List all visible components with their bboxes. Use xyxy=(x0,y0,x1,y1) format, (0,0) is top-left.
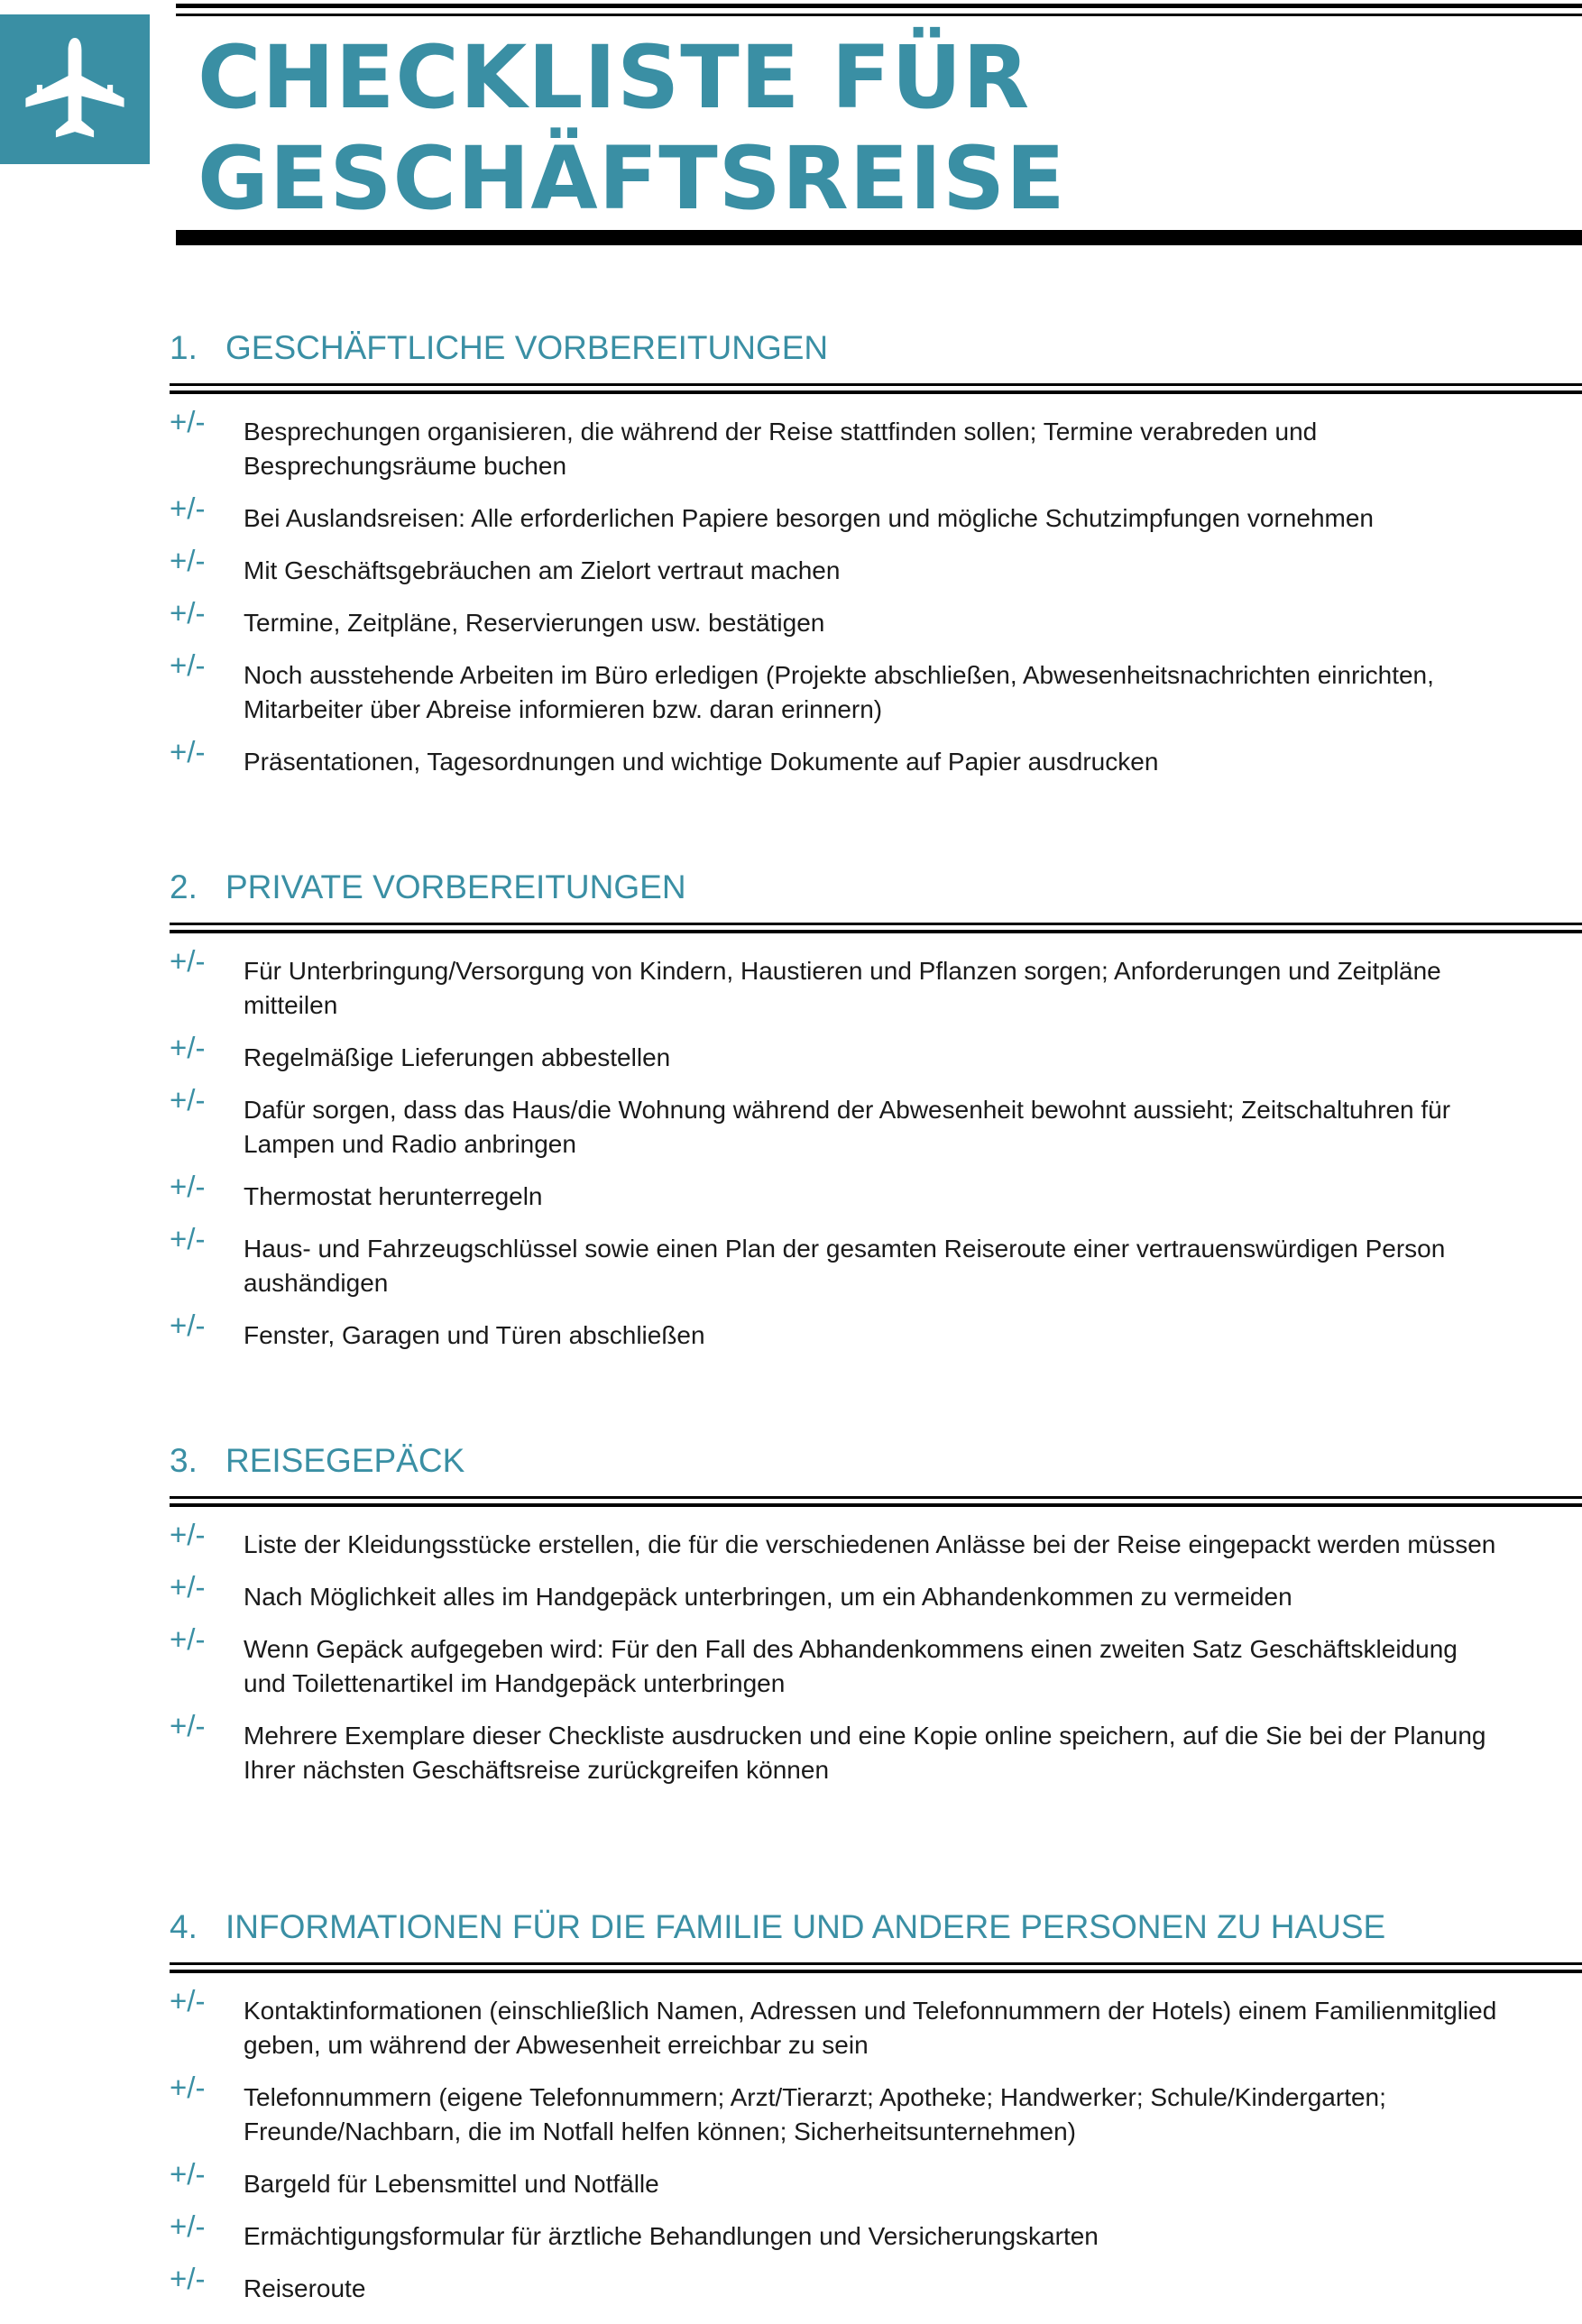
section-rule xyxy=(170,1962,1582,1973)
checklist-item xyxy=(170,1570,1582,1614)
checklist-item xyxy=(170,1031,1582,1075)
plus-minus-marker: +/- xyxy=(170,1222,206,1255)
checklist-item-text: Mit Geschäftsgebräuchen am Zielort vertraut machen xyxy=(244,556,841,584)
section-private-preparations xyxy=(170,866,1582,1371)
checklist-item xyxy=(170,2071,1582,2149)
checklist-item xyxy=(170,1984,1582,2062)
checklist-item xyxy=(170,491,1582,536)
checklist-item xyxy=(170,944,1582,1023)
section-heading xyxy=(170,326,1582,370)
checklist-item xyxy=(170,1709,1582,1787)
plus-minus-marker: +/- xyxy=(170,1984,206,2017)
plus-minus-marker: +/- xyxy=(170,2071,206,2104)
section-rule xyxy=(170,383,1582,394)
checklist-item xyxy=(170,544,1582,588)
section-family-information xyxy=(170,1906,1582,2324)
checklist-item xyxy=(170,648,1582,727)
checklist-item-text: Reiseroute xyxy=(244,2274,366,2302)
checklist-item xyxy=(170,596,1582,640)
checklist xyxy=(170,1518,1582,1787)
section-rule xyxy=(170,1496,1582,1507)
checklist-item xyxy=(170,1518,1582,1562)
checklist-item xyxy=(170,1622,1582,1701)
section-heading xyxy=(170,1906,1582,1949)
plus-minus-marker: +/- xyxy=(170,2209,206,2243)
checklist-item xyxy=(170,2209,1582,2254)
plus-minus-marker: +/- xyxy=(170,2262,206,2295)
section-number: 1. xyxy=(170,329,198,366)
checklist xyxy=(170,1984,1582,2306)
plus-minus-marker: +/- xyxy=(170,1622,206,1656)
checklist xyxy=(170,944,1582,1353)
checklist-item-text: Haus- und Fahrzeugschlüssel sowie einen Plan der gesamten Reiseroute einer vertrauenswürdigen Person aushändigen xyxy=(244,1235,1446,1297)
checklist-item xyxy=(170,2157,1582,2201)
plus-minus-marker: +/- xyxy=(170,544,206,577)
section-title: GESCHÄFTLICHE VORBEREITUNGEN xyxy=(225,329,829,366)
checklist-item-text: Wenn Gepäck aufgegeben wird: Für den Fall des Abhandenkommens einen zweiten Satz Geschäftskleidung und Toilettenartikel im Handgepäck unterbringen xyxy=(244,1635,1458,1697)
checklist-item xyxy=(170,1083,1582,1162)
plus-minus-marker: +/- xyxy=(170,1083,206,1116)
section-business-preparations xyxy=(170,326,1582,797)
checklist-item xyxy=(170,1309,1582,1353)
checklist-item-text: Für Unterbringung/Versorgung von Kindern, Haustieren und Pflanzen sorgen; Anforderungen und Zeitpläne mitteilen xyxy=(244,957,1441,1019)
plus-minus-marker: +/- xyxy=(170,1309,206,1342)
checklist-item-text: Termine, Zeitpläne, Reservierungen usw. bestätigen xyxy=(244,609,825,637)
title-rule-bottom xyxy=(176,230,1582,245)
section-title: INFORMATIONEN FÜR DIE FAMILIE UND ANDERE PERSONEN ZU HAUSE xyxy=(225,1908,1386,1945)
section-title: REISEGEPÄCK xyxy=(225,1442,465,1479)
section-heading xyxy=(170,866,1582,909)
checklist-item xyxy=(170,735,1582,779)
page-title xyxy=(198,27,1066,229)
section-number: 3. xyxy=(170,1442,198,1479)
logo-box xyxy=(0,14,150,164)
section-title: PRIVATE VORBEREITUNGEN xyxy=(225,868,686,905)
plus-minus-marker: +/- xyxy=(170,944,206,978)
plus-minus-marker: +/- xyxy=(170,1570,206,1603)
checklist-item-text: Telefonnummern (eigene Telefonnummern; Arzt/Tierarzt; Apotheke; Handwerker; Schule/Kindergarten; Freunde/Nachbarn, die im Notfall helfen können; Sicherheitsunternehmen) xyxy=(244,2083,1386,2145)
checklist-item xyxy=(170,405,1582,483)
checklist-item-text: Besprechungen organisieren, die während der Reise stattfinden sollen; Termine verabreden und Besprechungsräume buchen xyxy=(244,418,1318,480)
plus-minus-marker: +/- xyxy=(170,2157,206,2191)
section-luggage xyxy=(170,1439,1582,1805)
title-rule-top xyxy=(176,4,1582,16)
airplane-icon xyxy=(19,33,131,145)
plus-minus-marker: +/- xyxy=(170,1031,206,1064)
checklist-item-text: Regelmäßige Lieferungen abbestellen xyxy=(244,1043,671,1071)
plus-minus-marker: +/- xyxy=(170,596,206,629)
checklist-item-text: Bei Auslandsreisen: Alle erforderlichen Papiere besorgen und mögliche Schutzimpfungen vornehmen xyxy=(244,504,1374,532)
page-title-line-1: CHECKLISTE FÜR xyxy=(198,27,1031,128)
plus-minus-marker: +/- xyxy=(170,735,206,768)
checklist-item-text: Bargeld für Lebensmittel und Notfälle xyxy=(244,2170,659,2198)
checklist-item-text: Kontaktinformationen (einschließlich Namen, Adressen und Telefonnummern der Hotels) einem Familienmitglied geben, um während der Abwesenheit erreichbar zu sein xyxy=(244,1997,1497,2059)
plus-minus-marker: +/- xyxy=(170,1170,206,1203)
section-number: 2. xyxy=(170,868,198,905)
checklist-item-text: Ermächtigungsformular für ärztliche Behandlungen und Versicherungskarten xyxy=(244,2222,1099,2250)
checklist xyxy=(170,405,1582,779)
checklist-item-text: Präsentationen, Tagesordnungen und wichtige Dokumente auf Papier ausdrucken xyxy=(244,748,1159,776)
checklist-item xyxy=(170,2262,1582,2306)
plus-minus-marker: +/- xyxy=(170,491,206,525)
plus-minus-marker: +/- xyxy=(170,1518,206,1551)
checklist-item-text: Liste der Kleidungsstücke erstellen, die für die verschiedenen Anlässe bei der Reise eingepackt werden müssen xyxy=(244,1530,1496,1558)
checklist-item xyxy=(170,1222,1582,1300)
plus-minus-marker: +/- xyxy=(170,405,206,438)
checklist-item-text: Fenster, Garagen und Türen abschließen xyxy=(244,1321,705,1349)
checklist-item xyxy=(170,1170,1582,1214)
checklist-item-text: Nach Möglichkeit alles im Handgepäck unterbringen, um ein Abhandenkommen zu vermeiden xyxy=(244,1583,1292,1611)
section-heading xyxy=(170,1439,1582,1483)
page-title-line-2: GESCHÄFTSREISE xyxy=(198,128,1066,229)
section-number: 4. xyxy=(170,1908,198,1945)
checklist-item-text: Mehrere Exemplare dieser Checkliste ausdrucken und eine Kopie online speichern, auf die Sie bei der Planung Ihrer nächsten Geschäftsreise zurückgreifen können xyxy=(244,1722,1486,1784)
checklist-item-text: Thermostat herunterregeln xyxy=(244,1182,543,1210)
plus-minus-marker: +/- xyxy=(170,648,206,682)
checklist-item-text: Dafür sorgen, dass das Haus/die Wohnung während der Abwesenheit bewohnt aussieht; Zeitschaltuhren für Lampen und Radio anbringen xyxy=(244,1096,1451,1158)
checklist-item-text: Noch ausstehende Arbeiten im Büro erledigen (Projekte abschließen, Abwesenheitsnachrichten einrichten, Mitarbeiter über Abreise informieren bzw. daran erinnern) xyxy=(244,661,1434,723)
section-rule xyxy=(170,923,1582,933)
plus-minus-marker: +/- xyxy=(170,1709,206,1742)
